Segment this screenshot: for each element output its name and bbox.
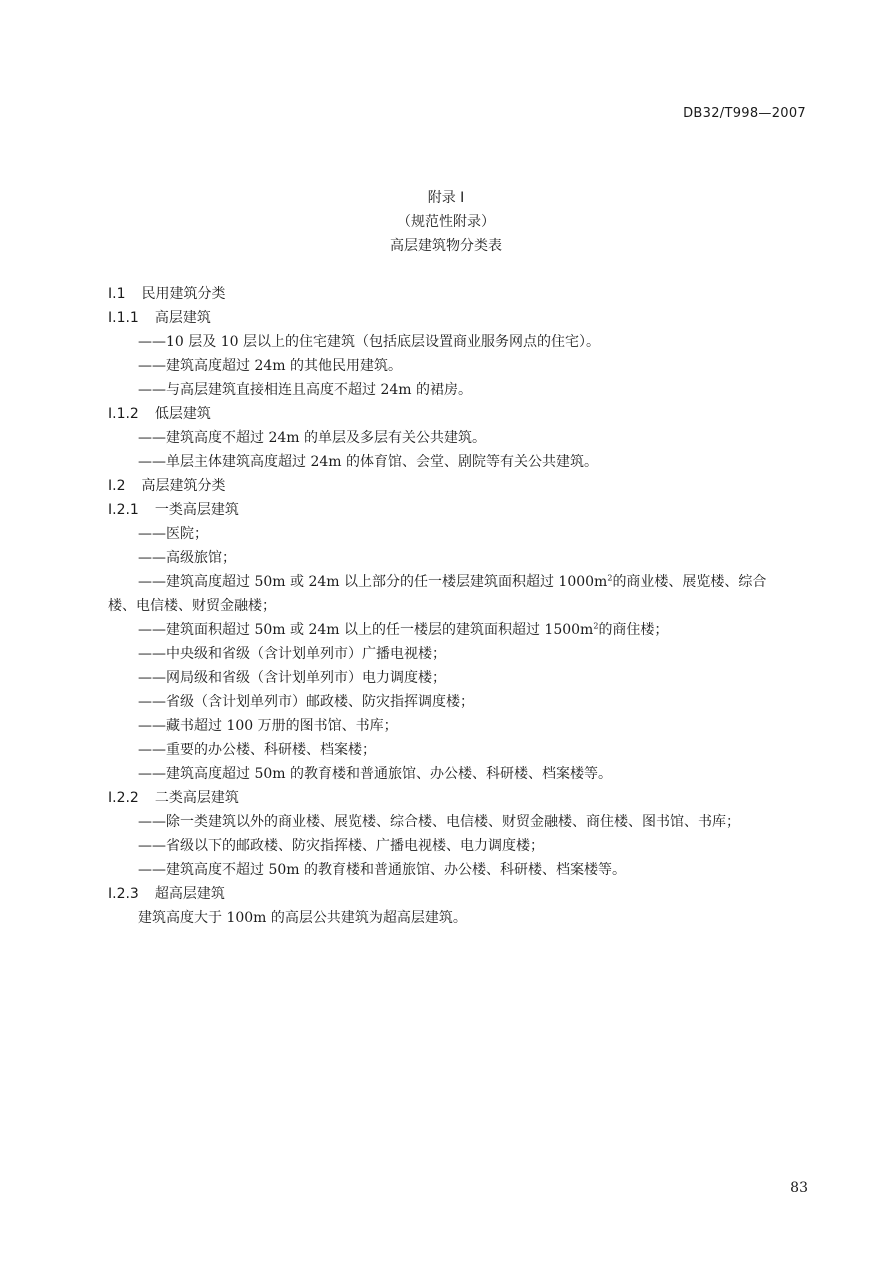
section-heading-i23 bbox=[108, 882, 808, 906]
paragraph: 建筑高度大于 100m 的高层公共建筑为超高层建筑。 bbox=[138, 910, 467, 926]
appendix-name: 高层建筑物分类表 bbox=[390, 238, 502, 254]
list-item: ——建筑高度超过 24m 的其他民用建筑。 bbox=[138, 358, 402, 374]
list-item: ——高级旅馆； bbox=[138, 550, 236, 566]
appendix-label: 附录 I bbox=[427, 190, 465, 206]
list-item-text: ——建筑高度超过 50m 或 24m 以上部分的任一楼层建筑面积超过 1000m bbox=[138, 574, 608, 590]
list-item-text: 的商业楼、展览楼、综合 bbox=[612, 574, 767, 590]
section-heading-i1 bbox=[108, 282, 808, 306]
section-title: 民用建筑分类 bbox=[141, 286, 226, 302]
list-item: ——除一类建筑以外的商业楼、展览楼、综合楼、电信楼、财贸金融楼、商住楼、图书馆、书库； bbox=[138, 814, 740, 830]
page-number: 83 bbox=[790, 1180, 808, 1196]
list-item: ——建筑高度超过 50m 的教育楼和普通旅馆、办公楼、科研楼、档案楼等。 bbox=[138, 766, 612, 782]
list-item: ——重要的办公楼、科研楼、档案楼； bbox=[138, 742, 376, 758]
appendix-title-block bbox=[0, 186, 892, 258]
list-item: ——与高层建筑直接相连且高度不超过 24m 的裙房。 bbox=[138, 382, 472, 398]
section-title: 高层建筑分类 bbox=[141, 478, 226, 494]
list-item: ——省级（含计划单列市）邮政楼、防灾指挥调度楼； bbox=[138, 694, 474, 710]
list-item: ——省级以下的邮政楼、防灾指挥楼、广播电视楼、电力调度楼； bbox=[138, 838, 544, 854]
section-number: I.1.1 bbox=[108, 310, 139, 326]
section-heading-i11 bbox=[108, 306, 808, 330]
section-number: I.2.3 bbox=[108, 886, 139, 902]
superscript: 2 bbox=[593, 621, 599, 631]
section-number: I.1.2 bbox=[108, 406, 139, 422]
section-title: 一类高层建筑 bbox=[154, 502, 239, 518]
list-item: ——中央级和省级（含计划单列市）广播电视楼； bbox=[138, 646, 446, 662]
list-item: ——网局级和省级（含计划单列市）电力调度楼； bbox=[138, 670, 446, 686]
list-item bbox=[108, 618, 808, 642]
section-heading-i21 bbox=[108, 498, 808, 522]
appendix-type: （规范性附录） bbox=[397, 214, 495, 230]
list-item bbox=[108, 570, 808, 594]
section-number: I.2 bbox=[108, 478, 126, 494]
section-number: I.1 bbox=[108, 286, 126, 302]
section-title: 二类高层建筑 bbox=[154, 790, 239, 806]
list-item: ——单层主体建筑高度超过 24m 的体育馆、会堂、剧院等有关公共建筑。 bbox=[138, 454, 598, 470]
list-item-continuation: 楼、电信楼、财贸金融楼； bbox=[108, 598, 276, 614]
list-item: ——建筑高度不超过 24m 的单层及多层有关公共建筑。 bbox=[138, 430, 486, 446]
section-title: 高层建筑 bbox=[154, 310, 211, 326]
section-number: I.2.2 bbox=[108, 790, 139, 806]
section-title: 超高层建筑 bbox=[154, 886, 225, 902]
section-number: I.2.1 bbox=[108, 502, 139, 518]
document-body bbox=[108, 282, 808, 930]
list-item: ——藏书超过 100 万册的图书馆、书库； bbox=[138, 718, 398, 734]
list-item: ——10 层及 10 层以上的住宅建筑（包括底层设置商业服务网点的住宅）。 bbox=[138, 334, 600, 350]
document-code: DB32/T998—2007 bbox=[683, 106, 806, 121]
section-heading-i22 bbox=[108, 786, 808, 810]
list-item: ——建筑高度不超过 50m 的教育楼和普通旅馆、办公楼、科研楼、档案楼等。 bbox=[138, 862, 626, 878]
section-heading-i12 bbox=[108, 402, 808, 426]
section-heading-i2 bbox=[108, 474, 808, 498]
list-item-text: 的商住楼； bbox=[598, 622, 669, 638]
list-item-text: ——建筑面积超过 50m 或 24m 以上的任一楼层的建筑面积超过 1500m bbox=[138, 622, 594, 638]
section-title: 低层建筑 bbox=[154, 406, 211, 422]
superscript: 2 bbox=[607, 573, 613, 583]
list-item: ——医院； bbox=[138, 526, 208, 542]
